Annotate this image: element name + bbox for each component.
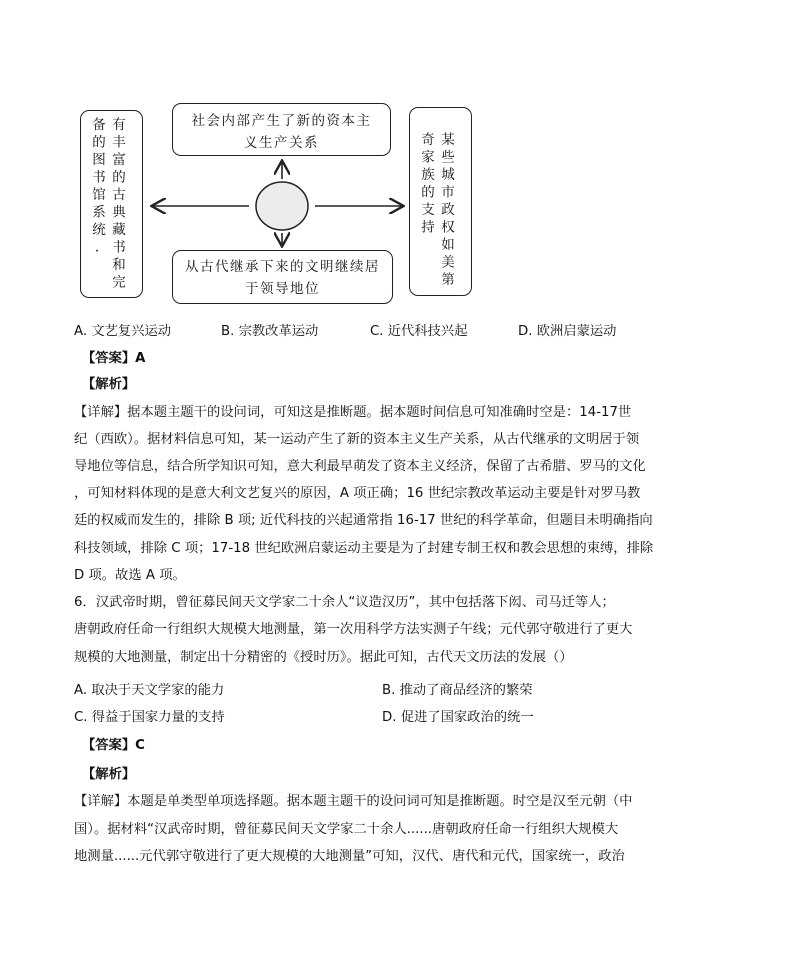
- q5-detail-line: 【详解】据本题主题干的设问词，可知这是推断题。据本题时间信息可知准确时空是：14-17世: [74, 405, 632, 420]
- q6-stem-line: 规模的大地测量，制定出十分精密的《授时历》。据此可知，古代天文历法的发展（）: [74, 650, 573, 665]
- q6-option-d: D. 促进了国家政治的统一: [382, 710, 534, 725]
- q5-detail-line: ，可知材料体现的是意大利文艺复兴的原因，A 项正确；16 世纪宗教改革运动主要是针对罗马教: [74, 486, 641, 501]
- q6-analysis-heading: 【解析】: [82, 767, 136, 782]
- q6-stem-line: 6．汉武帝时期，曾征募民间天文学家二十余人“议造汉历”，其中包括落下闳、司马迁等人；: [74, 595, 615, 610]
- q5-option-b: B. 宗教改革运动: [221, 324, 319, 339]
- q6-detail-line: 【详解】本题是单类型单项选择题。据本题主题干的设问词可知是推断题。时空是汉至元朝（中: [74, 794, 633, 809]
- diagram-left-text: 有丰富的古典藏书和完备的图书馆系统.: [89, 117, 125, 292]
- q6-option-c: C. 得益于国家力量的支持: [74, 710, 225, 725]
- q6-answer: 【答案】C: [82, 738, 145, 753]
- q6-option-a: A. 取决于天文学家的能力: [74, 683, 225, 698]
- q5-answer: 【答案】A: [82, 351, 146, 366]
- diagram-top-text: 社会内部产生了新的资本主义生产关系: [191, 113, 372, 151]
- q5-option-a: A. 文艺复兴运动: [74, 324, 172, 339]
- q5-detail-line: D 项。故选 A 项。: [74, 568, 186, 583]
- q6-option-b: B. 推动了商品经济的繁荣: [382, 683, 533, 698]
- center-circle: [256, 182, 308, 230]
- q5-analysis-heading: 【解析】: [82, 377, 136, 392]
- q5-option-c: C. 近代科技兴起: [370, 324, 468, 339]
- q6-detail-line: 地测量......元代郭守敬进行了更大规模的大地测量”可知，汉代、唐代和元代，国家统一，政治: [74, 849, 625, 864]
- q5-option-d: D. 欧洲启蒙运动: [518, 324, 617, 339]
- q5-detail-line: 科技领域，排除 C 项；17-18 世纪欧洲启蒙运动主要是为了封建专制王权和教会思想的束缚，排除: [74, 541, 654, 556]
- diagram-bottom-text: 从古代继承下来的文明继续居于领导地位: [185, 259, 380, 297]
- q6-detail-line: 国）。据材料“汉武帝时期，曾征募民间天文学家二十余人......唐朝政府任命一行组织大规模大: [74, 822, 619, 837]
- diagram-arrows: [0, 0, 793, 330]
- diagram-right-text: 某些城市政权如美第奇家族的支持: [418, 132, 454, 290]
- q5-detail-line: 廷的权威而发生的，排除 B 项; 近代科技的兴起通常指 16-17 世纪的科学革命，但题目未明确指向: [74, 513, 653, 528]
- q5-detail-line: 导地位等信息，结合所学知识可知，意大利最早萌发了资本主义经济，保留了古希腊、罗马的文化: [74, 459, 646, 474]
- q5-detail-line: 纪（西欧）。据材料信息可知，某一运动产生了新的资本主义生产关系，从古代继承的文明居于领: [74, 432, 640, 447]
- q6-stem-line: 唐朝政府任命一行组织大规模大地测量，第一次用科学方法实测子午线；元代郭守敬进行了更大: [74, 622, 633, 637]
